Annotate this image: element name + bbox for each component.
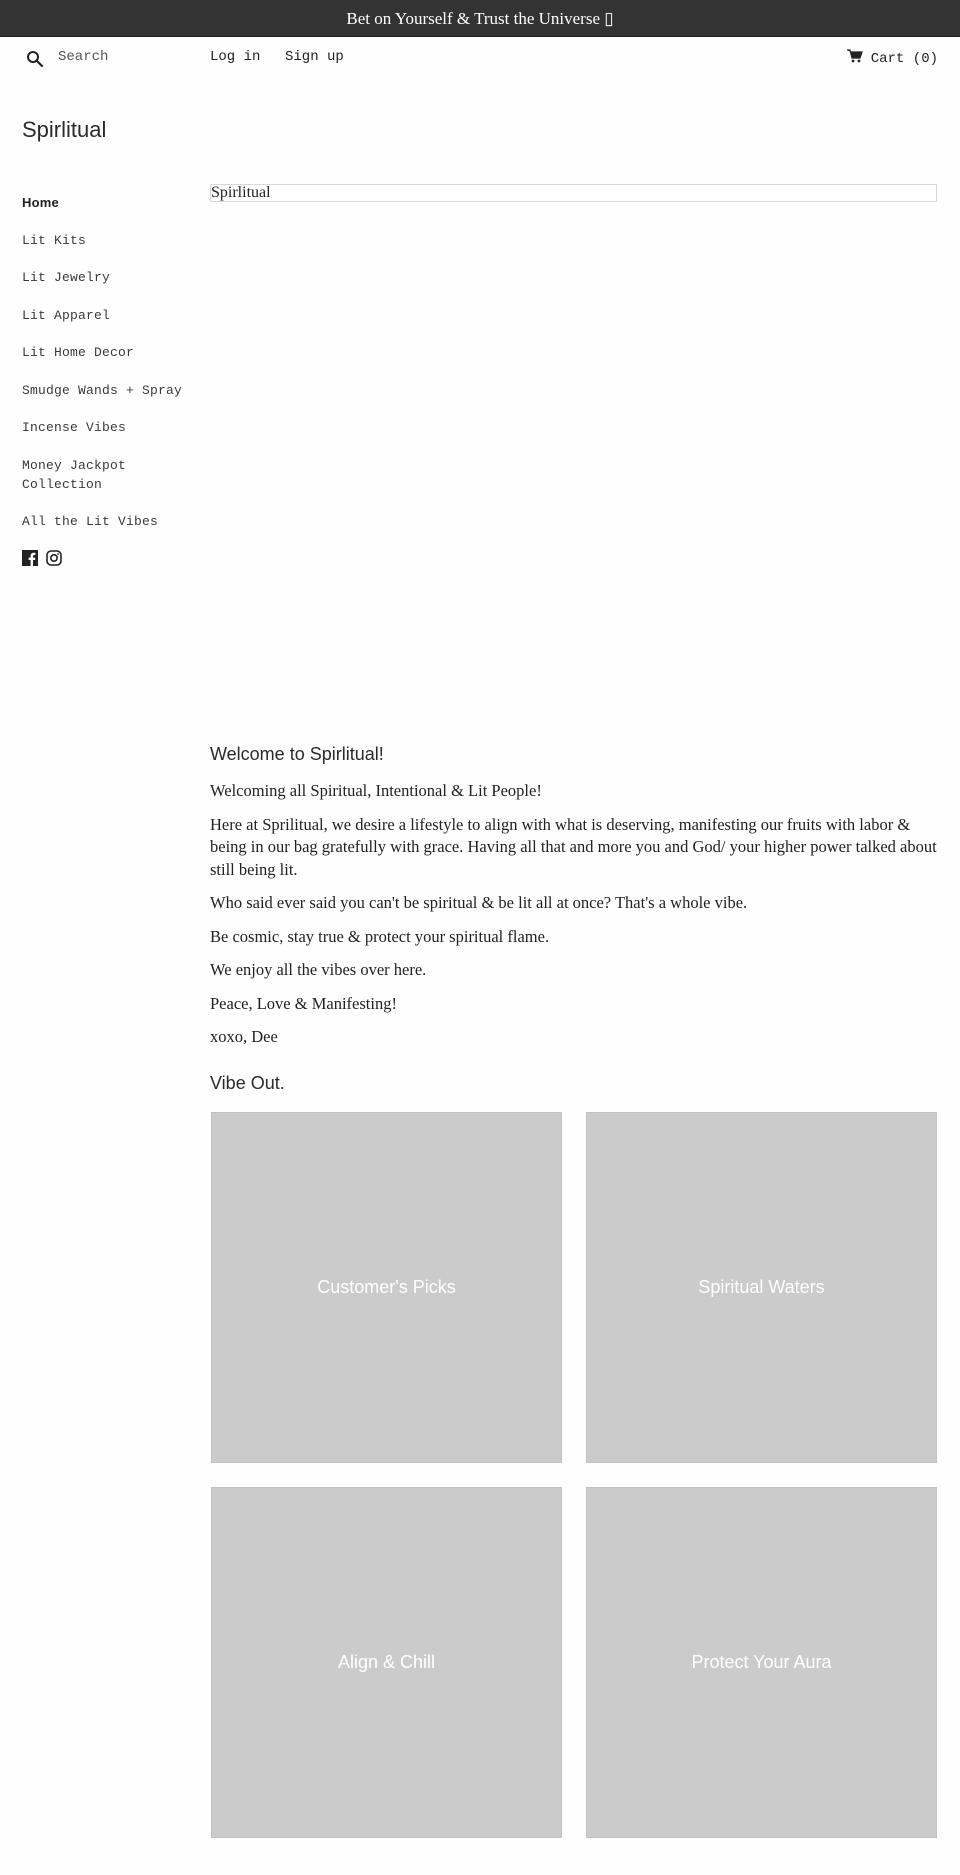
welcome-paragraph: Here at Sprilitual, we desire a lifestyle to align with what is deserving, manifesting our fruits with labor & being in our bag gratefully with grace. Having all that and more you and God/ your higher power talked about still being lit. xyxy=(210,814,937,879)
search-icon[interactable] xyxy=(26,50,44,68)
site-header xyxy=(0,38,960,78)
sidebar-item-lit-jewelry[interactable]: Lit Jewelry xyxy=(22,270,111,285)
collection-tile-customers-picks[interactable] xyxy=(211,1112,562,1463)
facebook-icon[interactable] xyxy=(22,550,38,566)
welcome-paragraph: Welcoming all Spiritual, Intentional & Lit People! xyxy=(210,781,542,800)
sidebar-item-lit-apparel[interactable]: Lit Apparel xyxy=(22,307,111,323)
cart-link[interactable] xyxy=(847,49,938,68)
sidebar-item-incense-vibes[interactable]: Incense Vibes xyxy=(22,420,127,435)
welcome-section xyxy=(210,742,937,1060)
signup-link[interactable]: Sign up xyxy=(285,49,344,65)
welcome-heading: Welcome to Spirlitual! xyxy=(210,744,384,764)
collection-tile-protect-aura[interactable] xyxy=(586,1487,937,1838)
embedded-frame xyxy=(210,184,937,202)
welcome-paragraph: Who said ever said you can't be spiritual & be lit all at once? That's a whole vibe. xyxy=(210,893,748,912)
welcome-paragraph: Peace, Love & Manifesting! xyxy=(210,993,397,1013)
sidebar-nav xyxy=(22,193,192,566)
welcome-signature: xoxo, Dee xyxy=(210,1027,278,1046)
embedded-frame-title: Spirlitual xyxy=(211,184,271,201)
announcement-bar xyxy=(0,0,960,37)
sidebar-item-smudge-wands[interactable]: Smudge Wands + Spray xyxy=(22,382,183,398)
sidebar-item-money-jackpot[interactable]: Money Jackpot Collection xyxy=(22,457,127,492)
collection-tile-label: Align & Chill xyxy=(337,1652,436,1672)
collection-tile-spiritual-waters[interactable] xyxy=(586,1112,937,1463)
collection-tile-label: Protect Your Aura xyxy=(691,1652,832,1672)
instagram-icon[interactable] xyxy=(46,550,62,566)
sidebar-item-lit-home-decor[interactable]: Lit Home Decor xyxy=(22,345,135,360)
login-link[interactable]: Log in xyxy=(210,49,261,65)
collection-tile-label: Customer's Picks xyxy=(317,1277,456,1297)
collections-heading: Vibe Out. xyxy=(210,1073,285,1093)
sidebar-item-all-lit-vibes[interactable]: All the Lit Vibes xyxy=(22,514,159,529)
search-input[interactable] xyxy=(58,45,188,69)
cart-icon xyxy=(847,49,863,68)
sidebar-item-home[interactable]: Home xyxy=(22,195,59,210)
collection-tile-label: Spiritual Waters xyxy=(698,1277,825,1297)
announcement-text: Bet on Yourself & Trust the Universe ▯ xyxy=(346,9,614,28)
welcome-paragraph: Be cosmic, stay true & protect your spiritual flame. xyxy=(210,926,550,946)
welcome-paragraph: We enjoy all the vibes over here. xyxy=(210,960,427,979)
sidebar-item-lit-kits[interactable]: Lit Kits xyxy=(22,232,87,248)
site-title[interactable]: Spirlitual xyxy=(22,117,107,142)
social-links xyxy=(22,550,192,566)
collection-tile-align-chill[interactable] xyxy=(211,1487,562,1838)
cart-label: Cart (0) xyxy=(870,50,938,67)
